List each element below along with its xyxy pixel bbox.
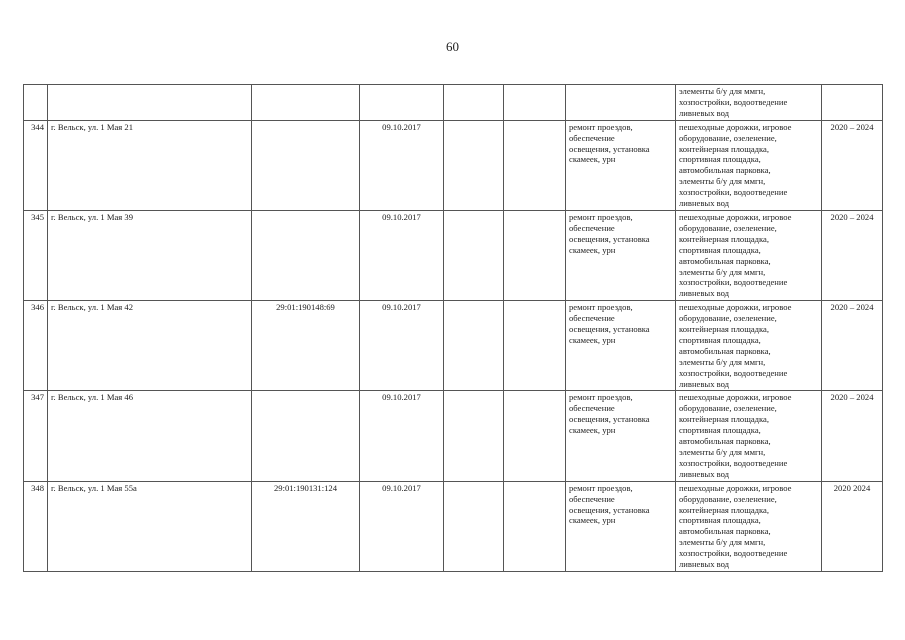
planned-line: хозпостройки, водоотведение (679, 187, 788, 198)
planned-line: пешеходные дорожки, игровое (679, 211, 792, 222)
cell-planned (676, 301, 822, 391)
cell-empty (504, 391, 566, 481)
works-line: освещения, установка (569, 414, 650, 425)
cell-cadastral (252, 210, 360, 300)
planned-line: оборудование, озеленение, (679, 313, 777, 324)
planned-line: элементы б/у для ммгн, (679, 356, 766, 367)
planned-line: элементы б/у для ммгн, (679, 176, 766, 187)
planned-line: хозпостройки, водоотведение (679, 277, 788, 288)
cell-empty (444, 301, 504, 391)
cell-num (24, 85, 48, 121)
cell-planned (676, 85, 822, 121)
planned-line: пешеходные дорожки, игровое (679, 392, 792, 403)
planned-line: ливневых вод (679, 378, 730, 389)
cell-planned (676, 391, 822, 481)
works-line: обеспечение (569, 493, 615, 504)
cell-address: г. Вельск, ул. 1 Мая 39 (48, 210, 252, 300)
cell-empty (444, 120, 504, 210)
cell-period: 2020 – 2024 (822, 120, 883, 210)
planned-line: автомобильная парковка, (679, 526, 771, 537)
planned-line: спортивная площадка, (679, 515, 761, 526)
works-line: освещения, установка (569, 324, 650, 335)
planned-line: элементы б/у для ммгн, (679, 447, 766, 457)
planned-line: ливневых вод (679, 559, 730, 570)
works-line: ремонт проездов, (569, 211, 633, 222)
works-line: освещения, установка (569, 233, 650, 244)
planned-line: спортивная площадка, (679, 244, 761, 255)
works-line: скамеек, урн (569, 334, 616, 345)
works-line: обеспечение (569, 132, 615, 143)
cell-date: 09.10.2017 (360, 210, 444, 300)
registry-table (23, 84, 883, 572)
cell-date: 09.10.2017 (360, 120, 444, 210)
planned-line: контейнерная площадка, (679, 233, 770, 244)
cell-date: 09.10.2017 (360, 301, 444, 391)
table-row (24, 301, 883, 391)
cell-num: 344 (24, 120, 48, 210)
planned-line: пешеходные дорожки, игровое (679, 302, 792, 313)
cell-empty (504, 85, 566, 121)
planned-line: хозпостройки, водоотведение (679, 548, 788, 559)
planned-line: контейнерная площадка, (679, 143, 770, 154)
works-line: обеспечение (569, 403, 615, 414)
cell-works (566, 85, 676, 121)
table-row (24, 391, 883, 481)
planned-line: контейнерная площадка, (679, 414, 770, 425)
cell-address: г. Вельск, ул. 1 Мая 55а (48, 481, 252, 571)
planned-line: спортивная площадка, (679, 154, 761, 165)
planned-line: ливневых вод (679, 288, 730, 299)
cell-empty (444, 481, 504, 571)
works-line: скамеек, урн (569, 515, 616, 526)
planned-line: спортивная площадка, (679, 334, 761, 345)
planned-line: ливневых вод (679, 107, 730, 118)
planned-line: элементы б/у для ммгн, (679, 537, 766, 548)
works-line: освещения, установка (569, 504, 650, 515)
planned-line: хозпостройки, водоотведение (679, 367, 788, 378)
planned-line: хозпостройки, водоотведение (679, 457, 788, 468)
cell-period: 2020 – 2024 (822, 210, 883, 300)
planned-line: оборудование, озеленение, (679, 493, 777, 504)
cell-empty (504, 481, 566, 571)
planned-line: элементы б/у для ммгн, (679, 266, 766, 277)
works-line: скамеек, урн (569, 154, 616, 165)
planned-line: автомобильная парковка, (679, 165, 771, 176)
cell-num: 345 (24, 210, 48, 300)
works-line: ремонт проездов, (569, 302, 633, 313)
cell-address: г. Вельск, ул. 1 Мая 46 (48, 391, 252, 481)
cell-address (48, 85, 252, 121)
planned-line: контейнерная площадка, (679, 504, 770, 515)
cell-empty (504, 210, 566, 300)
works-line: обеспечение (569, 313, 615, 324)
cell-date (360, 85, 444, 121)
planned-line: спортивная площадка, (679, 425, 761, 436)
table-row (24, 210, 883, 300)
cell-period (822, 85, 883, 121)
cell-num: 346 (24, 301, 48, 391)
cell-num: 347 (24, 391, 48, 481)
cell-empty (444, 391, 504, 481)
planned-line: оборудование, озеленение, (679, 403, 777, 414)
cell-cadastral (252, 391, 360, 481)
works-line: ремонт проездов, (569, 121, 633, 132)
planned-line: оборудование, озеленение, (679, 132, 777, 143)
planned-line: пешеходные дорожки, игровое (679, 121, 792, 132)
cell-planned (676, 481, 822, 571)
cell-cadastral (252, 85, 360, 121)
works-line: ремонт проездов, (569, 392, 633, 403)
cell-works (566, 120, 676, 210)
cell-period: 2020 – 2024 (822, 301, 883, 391)
cell-date: 09.10.2017 (360, 481, 444, 571)
works-line: ремонт проездов, (569, 482, 633, 493)
planned-line: контейнерная площадка, (679, 324, 770, 335)
page-number: 60 (446, 39, 459, 54)
cell-empty (444, 210, 504, 300)
cell-cadastral: 29:01:190148:69 (252, 301, 360, 391)
cell-cadastral: 29:01:190131:124 (252, 481, 360, 571)
works-line: освещения, установка (569, 143, 650, 154)
cell-date: 09.10.2017 (360, 391, 444, 481)
planned-line: элементы б/у для ммгн, (679, 86, 766, 96)
planned-line: оборудование, озеленение, (679, 222, 777, 233)
continuation-row (24, 85, 883, 121)
planned-line: пешеходные дорожки, игровое (679, 482, 792, 493)
planned-line: автомобильная парковка, (679, 345, 771, 356)
works-line: скамеек, урн (569, 425, 616, 436)
works-line: обеспечение (569, 222, 615, 233)
cell-period: 2020 2024 (822, 481, 883, 571)
planned-line: ливневых вод (679, 198, 730, 209)
cell-empty (504, 301, 566, 391)
cell-planned (676, 210, 822, 300)
cell-cadastral (252, 120, 360, 210)
works-line: скамеек, урн (569, 244, 616, 255)
table-row (24, 481, 883, 571)
cell-planned (676, 120, 822, 210)
cell-empty (504, 120, 566, 210)
planned-line: автомобильная парковка, (679, 436, 771, 447)
planned-line: ливневых вод (679, 468, 730, 479)
cell-works (566, 481, 676, 571)
cell-works (566, 391, 676, 481)
cell-period: 2020 – 2024 (822, 391, 883, 481)
cell-works (566, 301, 676, 391)
cell-address: г. Вельск, ул. 1 Мая 42 (48, 301, 252, 391)
cell-num: 348 (24, 481, 48, 571)
table-row (24, 120, 883, 210)
cell-works (566, 210, 676, 300)
cell-address: г. Вельск, ул. 1 Мая 21 (48, 120, 252, 210)
planned-line: автомобильная парковка, (679, 255, 771, 266)
cell-empty (444, 85, 504, 121)
planned-line: хозпостройки, водоотведение (679, 96, 788, 107)
